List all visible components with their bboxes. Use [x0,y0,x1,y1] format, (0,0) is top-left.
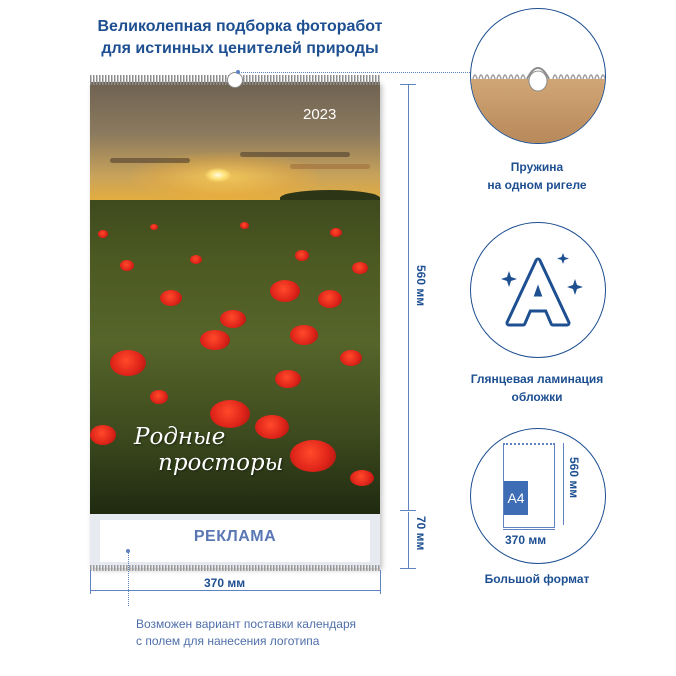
gloss-caption [450,370,624,406]
poppy [150,390,168,404]
width-label: 370 мм [200,576,249,590]
bottom-binding [90,565,380,571]
calendar-title [134,424,283,476]
spiral-caption-line-1: Пружина [510,160,564,174]
format-width-line [503,529,555,530]
gloss-letter-a-icon [471,223,605,357]
note-line-1: Возможен вариант поставки календаря [136,617,356,631]
height-ad-label: 70 мм [414,516,428,551]
format-height-label: 560 мм [567,457,581,499]
headline-line-1: Великолепная подборка фоторабот [97,18,383,35]
poppy [295,250,309,261]
dimension-tick [380,570,381,594]
headline-line-2: для истинных ценителей природы [101,40,379,57]
poppy [340,350,362,366]
headline [40,16,440,60]
spiral-caption-line-2: на одном ригеле [487,178,587,192]
gloss-caption-line-1: Глянцевая ламинация [470,372,604,386]
calendar-title-line-1: Родные [134,424,226,450]
pointer-dot [126,549,130,553]
poppy [110,350,146,376]
dimension-tick [400,510,416,511]
format-width-label: 370 мм [505,533,547,547]
poppy [220,310,246,328]
poppy [90,425,116,445]
poppy [330,228,342,237]
calendar-mockup [90,82,380,568]
sun [205,168,231,182]
height-main-label: 560 мм [414,265,428,307]
format-caption [470,570,604,588]
poppy [275,370,301,388]
poppy [200,330,230,350]
cover-photo [90,82,380,514]
dimension-tick [400,84,416,85]
poppy [98,230,108,238]
poppy [352,262,368,274]
sparkle-icon [501,271,517,287]
poppy [240,222,249,229]
ad-pointer-line [128,552,129,606]
poppy [160,290,182,306]
ad-field [90,514,380,568]
poppy [350,470,374,486]
note-line-2: с полем для нанесения логотипа [136,634,320,648]
logo-option-note [136,616,356,650]
dimension-tick [400,568,416,569]
hanger-ring [227,72,243,88]
calendar-year: 2023 [303,106,337,123]
sparkle-icon [557,253,569,264]
gloss-caption-line-2: обложки [511,390,563,404]
poppy [290,440,336,472]
a4-format-icon: A4 [504,481,528,515]
pointer-dot [236,70,240,74]
cloud [290,164,370,169]
spiral-binding-icon [471,9,605,143]
cloud [110,158,190,163]
calendar-title-line-2: просторы [158,450,284,476]
spiral-caption [470,158,604,194]
cloud [240,152,350,157]
poppy [150,224,158,230]
height-dimension-line [408,84,409,510]
format-circle [470,428,606,564]
poppy [190,255,202,264]
format-caption-line-1: Большой формат [484,572,590,586]
ad-field-label: РЕКЛАМА [193,528,277,545]
poppy [290,325,318,345]
format-height-line [563,443,564,525]
sparkle-icon [567,279,583,295]
gloss-circle [470,222,606,358]
poppy [318,290,342,308]
spiral-pointer-line [238,72,470,73]
poppy [120,260,134,271]
poppy [270,280,300,302]
spiral-detail-circle [470,8,606,144]
width-dimension-line [90,590,380,591]
ad-height-dimension-line [408,512,409,568]
